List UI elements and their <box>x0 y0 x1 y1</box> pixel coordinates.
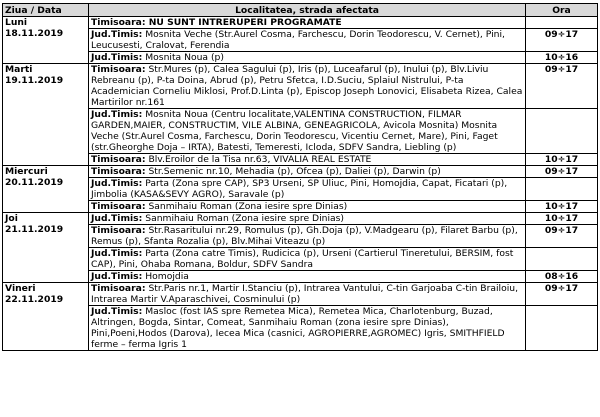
hour-cell: 09÷17 <box>526 64 598 109</box>
location-cell <box>89 225 526 248</box>
locality-name: Jud.Timis: <box>91 213 143 224</box>
schedule-row <box>3 213 598 225</box>
schedule-row <box>3 283 598 306</box>
location-cell <box>89 201 526 213</box>
schedule-row <box>3 154 598 166</box>
affected-streets: Mosnita Noua (p) <box>142 52 224 63</box>
header-hour: Ora <box>526 4 598 17</box>
schedule-row <box>3 306 598 351</box>
locality-name: Timisoara: <box>91 225 146 236</box>
header-day-date: Ziua / Data <box>3 4 89 17</box>
affected-streets: Mosnita Noua (Centru localitate,VALENTINA CONSTRUCTION, FILMAR GARDEN,MAIER, CONSTRUCTIM, VILE ALBINA, GENEAGRICOLA, Avicola Mosnita) Mosnita Veche (Str.Aurel Cosma, Farchescu, Dorin Teodorescu, Vicentiu Cernet, Mare), Pini, Faget (str.Gheorghe Doja – IRTA), Batesti, Temeresti, Icloda, SDFV Sandra, Liebling (p) <box>91 109 498 153</box>
hour-cell: 09÷17 <box>526 29 598 52</box>
day-date: 20.11.2019 <box>5 177 64 188</box>
location-cell <box>89 64 526 109</box>
schedule-row <box>3 201 598 213</box>
location-cell <box>89 17 526 29</box>
affected-streets: Sanmihaiu Roman (Zona iesire spre Dinias) <box>142 213 345 224</box>
locality-name: Timisoara: <box>91 17 146 28</box>
affected-streets: Parta (Zona spre CAP), SP3 Urseni, SP Uliuc, Pini, Homojdia, Capat, Ficatari (p), Jimbolia (KASA&SEVY AGRO), Saravale (p) <box>91 178 508 200</box>
day-cell <box>3 17 89 64</box>
hour-cell: 08÷16 <box>526 271 598 283</box>
hour-cell: 10÷17 <box>526 201 598 213</box>
day-name: Vineri <box>5 283 36 294</box>
day-date: 22.11.2019 <box>5 294 64 305</box>
locality-name: Jud.Timis: <box>91 109 143 120</box>
hour-cell <box>526 248 598 271</box>
day-cell <box>3 64 89 166</box>
affected-streets: Str.Paris nr.1, Martir I.Stanciu (p), Intrarea Vantului, C-tin Garjoaba C-tin Brailoiu, Intrarea Martir V.Aparaschivei, Cosminului (p) <box>91 283 519 305</box>
day-cell <box>3 283 89 351</box>
affected-streets: Homojdia <box>142 271 189 282</box>
header-location: Localitatea, strada afectata <box>89 4 526 17</box>
affected-streets: Str.Rasaritului nr.29, Romulus (p), Gh.Doja (p), V.Madgearu (p), Filaret Barbu (p), Remus (p), Sfanta Rozalia (p), Blv.Mihai Viteazu (p) <box>91 225 518 247</box>
location-cell <box>89 154 526 166</box>
day-name: Marti <box>5 64 33 75</box>
locality-name: Timisoara: <box>91 283 146 294</box>
locality-name: Jud.Timis: <box>91 52 143 63</box>
hour-cell: 09÷17 <box>526 225 598 248</box>
hour-cell: 10÷17 <box>526 213 598 225</box>
schedule-row <box>3 248 598 271</box>
schedule-row <box>3 109 598 154</box>
schedule-row <box>3 17 598 29</box>
outage-schedule-table <box>2 3 598 351</box>
locality-name: Timisoara: <box>91 64 146 75</box>
hour-cell: 09÷17 <box>526 283 598 306</box>
schedule-row <box>3 52 598 64</box>
hour-cell <box>526 306 598 351</box>
schedule-row <box>3 225 598 248</box>
locality-name: Timisoara: <box>91 154 146 165</box>
affected-streets: Parta (Zona catre Timis), Rudicica (p), Urseni (Cartierul Tineretului, BERSIM, fost CAP), Pini, Ohaba Romana, Boldur, SDFV Sandra <box>91 248 514 270</box>
locality-name: Jud.Timis: <box>91 29 143 40</box>
location-cell <box>89 52 526 64</box>
day-name: Luni <box>5 17 28 28</box>
locality-name: Jud.Timis: <box>91 248 143 259</box>
affected-streets: NU SUNT INTRERUPERI PROGRAMATE <box>145 17 342 28</box>
locality-name: Jud.Timis: <box>91 178 143 189</box>
location-cell <box>89 109 526 154</box>
schedule-row <box>3 64 598 109</box>
affected-streets: Mosnita Veche (Str.Aurel Cosma, Farchescu, Dorin Teodorescu, V. Cernet), Pini, Leucusesti, Cralovat, Ferendia <box>91 29 505 51</box>
location-cell <box>89 271 526 283</box>
locality-name: Jud.Timis: <box>91 306 143 317</box>
locality-name: Timisoara: <box>91 201 146 212</box>
schedule-body <box>3 17 598 351</box>
hour-cell <box>526 178 598 201</box>
day-date: 19.11.2019 <box>5 75 64 86</box>
affected-streets: Sanmihaiu Roman (Zona iesire spre Dinias) <box>145 201 348 212</box>
location-cell <box>89 306 526 351</box>
affected-streets: Str.Semenic nr.10, Mehadia (p), Ofcea (p), Daliei (p), Darwin (p) <box>145 166 441 177</box>
location-cell <box>89 213 526 225</box>
day-date: 21.11.2019 <box>5 224 64 235</box>
day-cell <box>3 166 89 213</box>
hour-cell <box>526 109 598 154</box>
affected-streets: Str.Mures (p), Calea Sagului (p), Iris (p), Luceafarul (p), Inului (p), Blv.Liviu Rebreanu (p), P-ta Doina, Abrud (p), Petru Sfetca, I.D.Suciu, Splaiul Nistrului, P-ta Academician Corneliu Miklosi, Prof.D.Linta (p), Episcop Joseph Lonovici, Elisabeta Rizea, Calea Martirilor nr.161 <box>91 64 523 108</box>
locality-name: Jud.Timis: <box>91 271 143 282</box>
location-cell <box>89 29 526 52</box>
day-cell <box>3 213 89 283</box>
affected-streets: Blv.Eroilor de la Tisa nr.63, VIVALIA REAL ESTATE <box>145 154 372 165</box>
location-cell <box>89 283 526 306</box>
day-name: Miercuri <box>5 166 48 177</box>
schedule-row <box>3 166 598 178</box>
hour-cell: 10÷17 <box>526 154 598 166</box>
locality-name: Timisoara: <box>91 166 146 177</box>
hour-cell: 10÷16 <box>526 52 598 64</box>
schedule-row <box>3 271 598 283</box>
day-name: Joi <box>5 213 18 224</box>
hour-cell: 09÷17 <box>526 166 598 178</box>
header-row <box>3 4 598 17</box>
location-cell <box>89 248 526 271</box>
schedule-row <box>3 178 598 201</box>
hour-cell <box>526 17 598 29</box>
day-date: 18.11.2019 <box>5 28 64 39</box>
affected-streets: Masloc (fost IAS spre Remetea Mica), Remetea Mica, Charlotenburg, Buzad, Altringen, Bogda, Sintar, Comeat, Sanmihaiu Roman (zona iesire spre Dinias), Pini,Poeni,Hodos (Darova), Iecea Mica (casnici, AGROPIERRE,AGROMEC) Igris, SMITHFIELD ferme – ferma Igris 1 <box>91 306 505 350</box>
location-cell <box>89 166 526 178</box>
schedule-row <box>3 29 598 52</box>
location-cell <box>89 178 526 201</box>
